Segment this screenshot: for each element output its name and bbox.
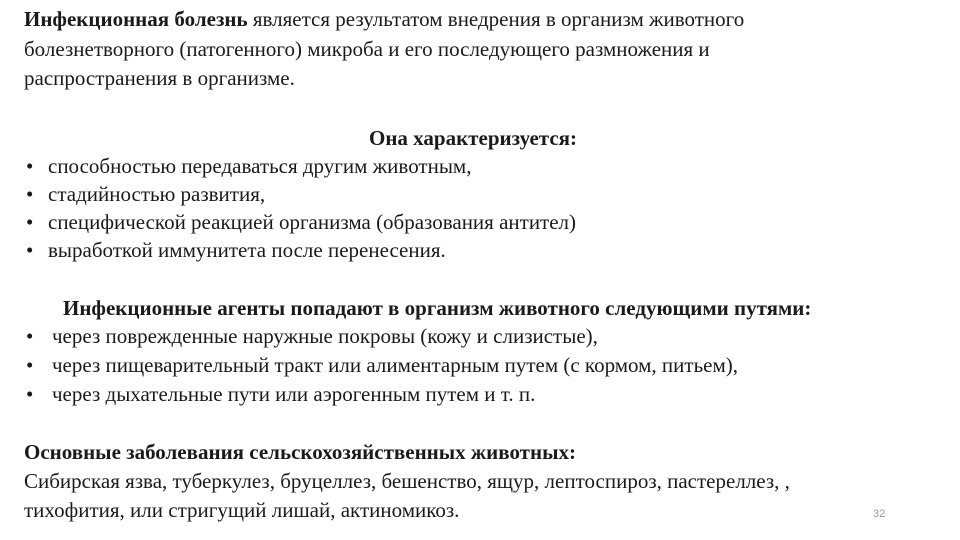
- pathway-item: через поврежденные наружные покровы (кожу и слизистые),: [52, 324, 598, 348]
- bullet-dot: •: [26, 382, 34, 406]
- intro-line-2: болезнетворного (патогенного) микроба и его последующего размножения и: [24, 37, 710, 61]
- diseases-line-2: тихофития, или стригущий лишай, актиномикоз.: [24, 498, 460, 522]
- pathway-item: через пищеварительный тракт или алиментарным путем (с кормом, питьем),: [52, 353, 739, 377]
- intro-line-1-text: является результатом внедрения в организм животного: [247, 7, 745, 31]
- bullet-dot: •: [26, 324, 34, 348]
- intro-line-1: [24, 5, 744, 33]
- characteristic-item: специфической реакцией организма (образования антител): [48, 210, 577, 234]
- intro-term: Инфекционная болезнь: [24, 7, 248, 31]
- characteristic-item: стадийностью развития,: [48, 182, 266, 206]
- diseases-line-1: Сибирская язва, туберкулез, бруцеллез, бешенство, ящур, лептоспироз, пастереллез, ,: [24, 469, 790, 493]
- characteristics-heading: Она характеризуется:: [369, 126, 578, 150]
- characteristic-item: способностью передаваться другим животным,: [48, 154, 472, 178]
- page-number: 32: [873, 508, 886, 520]
- pathways-heading: Инфекционные агенты попадают в организм животного следующими путями:: [63, 296, 812, 320]
- bullet-dot: •: [26, 353, 34, 377]
- bullet-dot: •: [26, 182, 34, 206]
- intro-line-3: распространения в организме.: [24, 66, 295, 90]
- diseases-heading: Основные заболевания сельскохозяйственных животных:: [24, 440, 576, 464]
- bullet-dot: •: [26, 210, 34, 234]
- pathway-item: через дыхательные пути или аэрогенным путем и т. п.: [52, 382, 536, 406]
- characteristic-item: выработкой иммунитета после перенесения.: [48, 238, 446, 262]
- bullet-dot: •: [26, 154, 34, 178]
- bullet-dot: •: [26, 238, 34, 262]
